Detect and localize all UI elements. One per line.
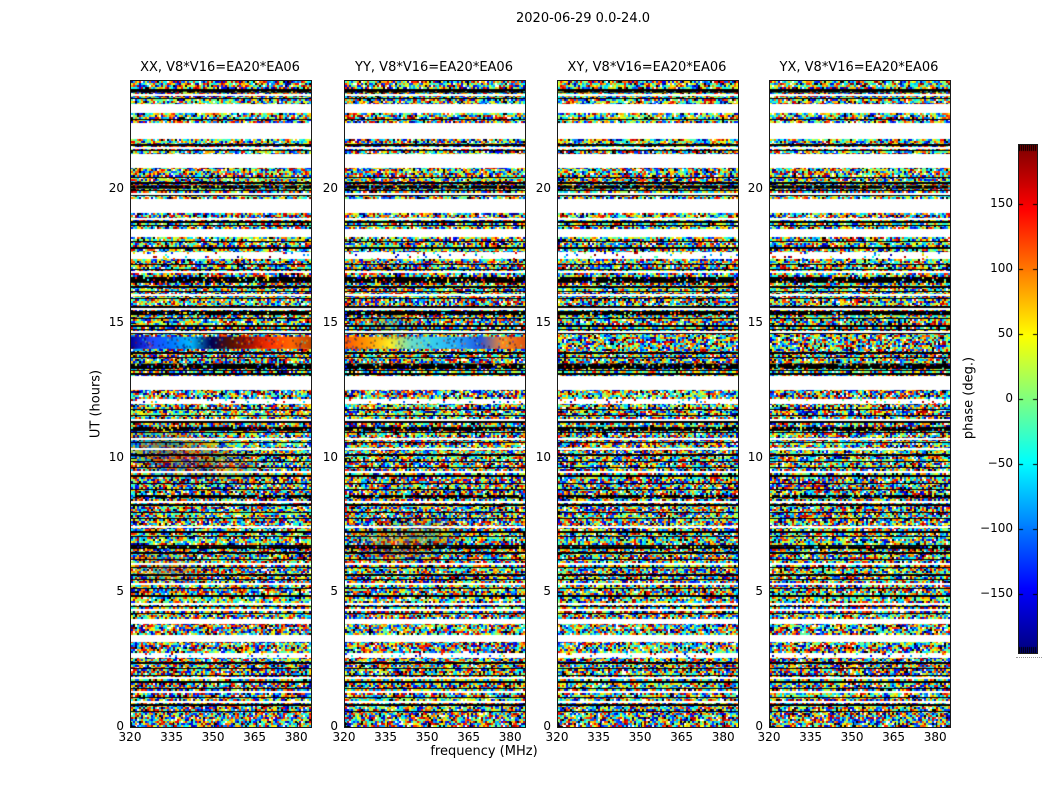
heatmap-XY [557,80,739,728]
x-tick-label: 350 [840,730,864,744]
y-tick-label: 0 [755,719,763,733]
y-tick-label: 10 [747,449,763,464]
heatmap-XX [130,80,312,728]
heatmap-YY [344,80,526,728]
y-tick-label: 5 [755,584,763,599]
x-axis-label: frequency (MHz) [430,744,538,759]
y-tick-label: 5 [543,584,551,599]
x-tick-label: 350 [628,730,652,744]
x-tick-label: 380 [498,730,522,744]
x-tick-label: 380 [284,730,308,744]
y-tick-label: 5 [116,584,124,599]
x-tick-label: 350 [201,730,225,744]
y-tick-label: 10 [322,449,338,464]
colorbar-tick-label: −150 [980,586,1013,600]
x-tick-label: 320 [332,730,356,744]
x-tick-label: 320 [757,730,781,744]
y-tick-label: 15 [747,315,763,330]
y-tick-label: 15 [535,315,551,330]
y-tick-label: 20 [108,180,124,195]
colorbar-tick-label: −100 [980,521,1013,535]
y-tick-label: 0 [543,719,551,733]
y-tick-label: 0 [330,719,338,733]
x-tick-label: 320 [118,730,142,744]
y-tick-label: 20 [322,180,338,195]
colorbar-tick-label: 100 [990,261,1013,275]
y-axis-label: UT (hours) [88,369,104,439]
x-tick-label: 350 [415,730,439,744]
x-tick-label: 365 [670,730,694,744]
x-tick-label: 365 [457,730,481,744]
y-tick-label: 20 [747,180,763,195]
colorbar [1018,144,1038,654]
colorbar-extend-line [1016,657,1042,658]
y-tick-label: 5 [330,584,338,599]
colorbar-tick-label: −50 [987,456,1013,470]
colorbar-label: phase (deg.) [961,356,977,440]
y-tick-label: 20 [535,180,551,195]
y-tick-label: 10 [535,449,551,464]
x-tick-label: 320 [545,730,569,744]
colorbar-tick-label: 0 [1005,391,1013,405]
figure-title: 2020-06-29 0.0-24.0 [516,11,650,26]
colorbar-tick-label: 50 [997,326,1013,340]
subplot-title-YX: YX, V8*V16=EA20*EA06 [779,60,939,75]
x-tick-label: 335 [374,730,397,744]
colorbar-tick-label: 150 [990,196,1013,210]
x-tick-label: 380 [923,730,947,744]
y-tick-label: 15 [108,315,124,330]
heatmap-YX [769,80,951,728]
x-tick-label: 335 [587,730,610,744]
x-tick-label: 380 [711,730,735,744]
y-tick-label: 10 [108,449,124,464]
x-tick-label: 335 [799,730,822,744]
subplot-title-YY: YY, V8*V16=EA20*EA06 [355,60,513,75]
subplot-title-XX: XX, V8*V16=EA20*EA06 [140,60,300,75]
x-tick-label: 365 [882,730,906,744]
y-tick-label: 0 [116,719,124,733]
subplot-title-XY: XY, V8*V16=EA20*EA06 [567,60,727,75]
x-tick-label: 365 [243,730,267,744]
y-tick-label: 15 [322,315,338,330]
x-tick-label: 335 [160,730,183,744]
